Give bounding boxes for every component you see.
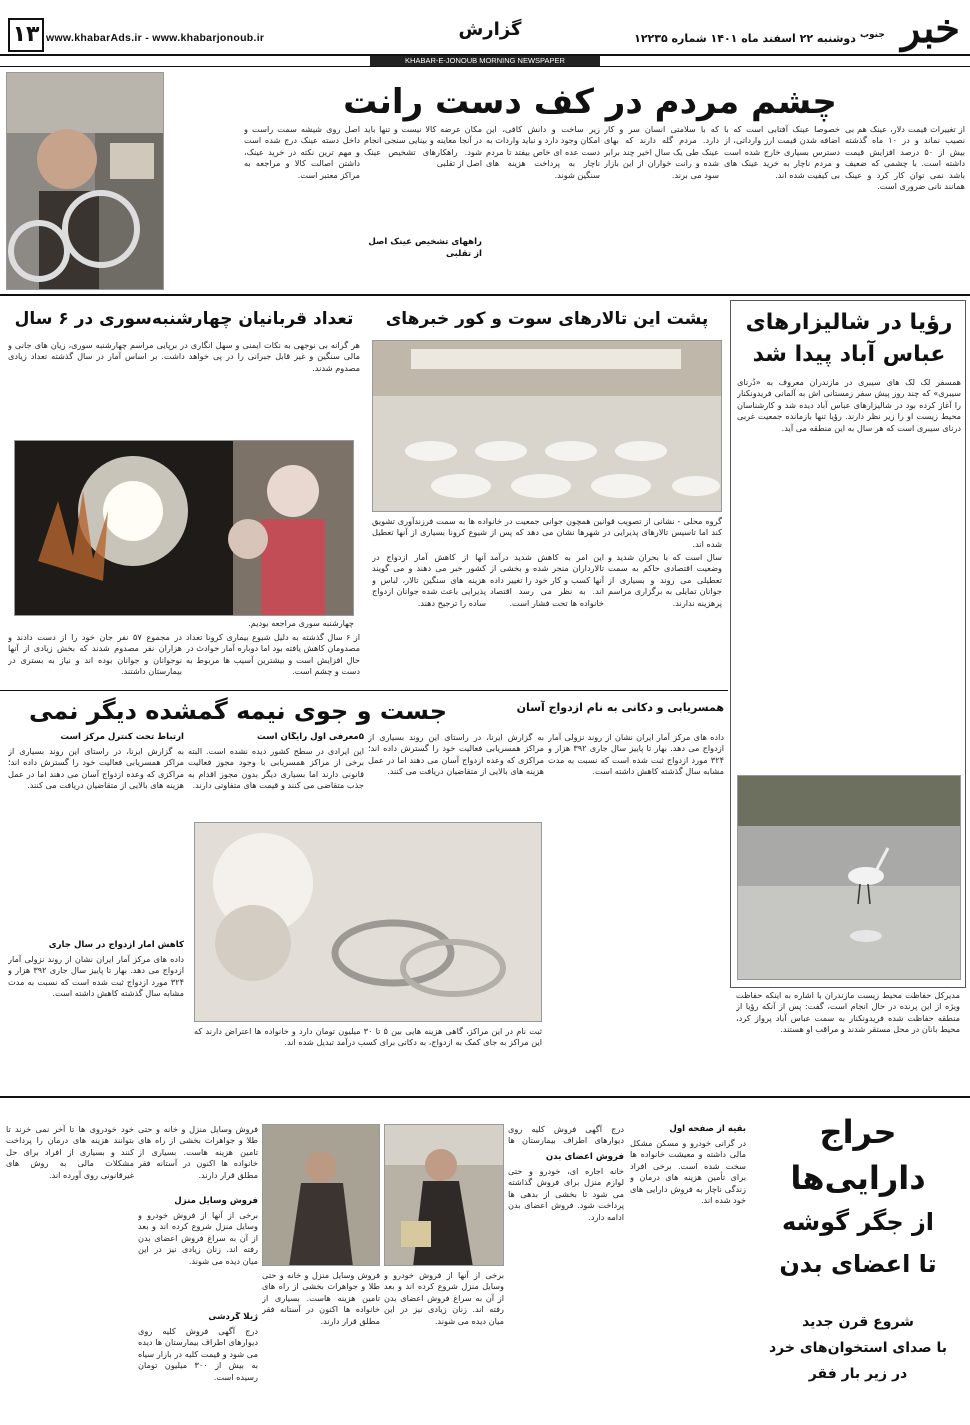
websites[interactable]: www.khabarAds.ir - www.khabarjonoub.ir [46,32,265,44]
lead-col-4: زیر ساخت و دانش کافی، این امکان وجود دارد و نباید واردات به دست عده ای خاص بیفتد تا مردم ناچار به پرداخت هزینه های سنگین شوند. [486,124,600,180]
auction-col-5b: برخی از آنها از فروش خودرو و وسایل منزل شروع کرده اند و بعد از آن به سراغ فروش اعضای بدن رفته اند. زنان زیادی نیز در این میان دیده می شوند. [138,1210,258,1266]
section-label: گزارش [458,19,522,40]
birds-top-text: همسفر لک لک های سیبری در مازندران معروف به «دُرنای سیبری» که چند روز پیش سفر زمستانی اش به آلمانی فریدونکنار را آغاز کرده بود در شالیزارهای عباس آباد دیده شد و کارشناسان محیط زیست او را زیر نظر دارند. رؤیا تنها بازمانده جمعیت غربی درنای سیبری است که هر سال به این منطقه می آید. [737,377,961,433]
marriage-banner-main: جست و جوی نیمه گمشده دیگر نمی [28,697,448,725]
date-issue: دوشنبه ۲۲ اسفند ماه ۱۴۰۱ شماره ۱۲۲۳۵ [634,32,856,45]
marriage-col-4: ثبت نام در این مراکز، گاهی هزینه هایی بین ۵ تا ۳۰ میلیون تومان دارد و خانواده ها اعتراض دارند که این مراکز به جای کمک به ازدواج، به دکانی برای کسب درآمد تبدیل شده اند. [194,1026,542,1048]
divider-2 [0,690,728,691]
auction-subhead-1: فروش اعضای بدن [545,1152,624,1162]
chaharshanbe-col-2: در مجموع ۵۷ نفر جان خود را از دست دادند و هزاران نفر مصدوم شدند که بخش زیادی از آنها نوجوانان و جوانان بوده اند و نیاز به بستری در بیمارستان داشتند. [8,632,182,677]
wedding-caption: گروه محلی - نشانی از تصویب قوانین همچون جوانی جمعیت در خانواده ها به سمت فرزندآوری تشویق کند اما تاسیس تالارهای پذیرایی در شهرها نشان می دهد که پس از شیوع کرونا بسیاری از آنها تعطیل شده اند. [372,516,722,549]
marriage-col-5: به گزارش ایرنا، در راستای این روند بسیاری از مراکز همسریابی فعالیت خود را گسترش داده اند؛ مراکزی که وعده ازدواج آسان می دهند اما در عمل هزینه های بالایی از متقاضیان دریافت می کنند. [8,746,184,791]
auction-sub-2: با صدای استخوان‌های خرد [768,1340,948,1356]
auction-subhead-3: ژیلا گردشی [208,1312,258,1322]
birds-headline-2: عباس آباد پیدا شد [752,342,946,367]
wedding-headline: پشت این تالارهای سوت و کور خبرهای [385,309,709,329]
auction-col-2b: خانه اجاره ای، خودرو و حتی لوازم منزل برای فروش گذاشته می شود تا بخشی از بدهی ها پرداخت شود. فروش اعضای بدن ادامه دارد. [508,1166,624,1222]
lead-subhead: راههای تشخیص عینک اصل از تقلبی [368,237,482,259]
chaharshanbe-intro: هر گرانه بی نوجهی به نکات ایمنی و سهل انگاری در برپایی مراسم چهارشنبه سوری، زیان های جانی و مالی سنگین و غیر قابل جبرانی را در پی خواهد داشت. بر اساس آمار در سال گذشته تعداد زیادی مصدوم شدند. [8,340,360,373]
page-number: ۱۳ [8,18,44,52]
auction-col-1: در گرانی خودرو و مسکن مشکل مالی داشته و معیشت خانواده ها سخت شده است. برخی افراد برای تأمین هزینه های درمان و زندگی ناچار به فروش دارایی های خود شده اند. [630,1138,746,1206]
auction-col-3: برخی از آنها از فروش خودرو و وسایل منزل شروع کرده اند و بعد از آن به سراغ فروش اعضای بدن رفته اند. زنان زیادی نیز در این میان دیده می شوند. [384,1270,504,1326]
lead-col-3: که با سلامتی انسان سر و کار دارد. مردم گله دارند که بهای عینک طی یک سال اخیر چند برابر شده و رانت خواران از این بازار سود می برند. [604,124,719,180]
auction-col-4: فروش وسایل منزل و خانه و حتی طلا و جواهرات بخشی از راه های تامین هزینه هاست. بسیاری از خانواده ها اکنون در آستانه فقر مطلق قرار دارند. [262,1270,380,1326]
logo-small: جنوب [860,30,885,40]
fireworks-photo [14,440,354,616]
auction-col-5: فروش وسایل منزل و خانه و حتی طلا و جواهرات بخشی از راه های تامین هزینه هاست. بسیاری از خانواده ها اکنون در آستانه فقر مطلق قرار دارند. [138,1124,258,1180]
marriage-story [4,692,728,1090]
wedding-col-2: این امر به کاهش شدید درآمد تالارداران منجر شده و بخشی از آنها کسب و کار خود را تغییر داده اند. به نظر می رسد اقتصاد خانواده ها تحت فشار است. [490,552,604,608]
lead-headline: چشم مردم در کف دست رانت [343,82,837,122]
lead-col-1: از تغییرات قیمت دلار، عینک هم بی نصیب نماند و در ۱۰ ماه گذشته بیش از ۵۰ درصد افزایش قیمت داشته است. با چشمی که ضعیف باشد نمی توان کار کرد و عینک همانند نانی ضروری است. [845,124,965,192]
auction-headline-2: دارایی‌ها [790,1159,926,1197]
auction-sub-1: شروع قرن جدید [802,1314,914,1330]
birds-story [730,300,966,988]
chaharshanbe-col-1: از ۶ سال گذشته به دلیل شیوع بیماری کرونا تعداد مصدومان کاهش یافته بود اما دوباره آمار حوادث در حال افزایش است و بیشترین آسیب ها مربوط به دست و چشم است. [186,632,360,677]
marriage-subhead-3: کاهش آمار ازدواج در سال جاری [48,940,184,950]
chaharshanbe-caption: چهارشنبه سوری مراجعه بودیم. [248,618,354,628]
chaharshanbe-story [4,300,364,688]
marriage-col-2: به گزارش ایرنا، در راستای این روند بسیاری از مراکز همسریابی فعالیت خود را گسترش داده اند؛ مراکزی که وعده ازدواج آسان می دهند اما در عمل هزینه های بالایی از متقاضیان دریافت می کنند. [368,732,544,777]
birds-bottom-text: مدیرکل حفاظت محیط زیست مازندران با اشاره به اینکه حفاظت ویژه از این پرنده در حال انجام است، گفت: پس از آنکه رؤیا از منطقه حفاظت شده فریدونکنار به سمت عباس آباد پرواز کرد، محیط بانان در محل مستقر شدند و مراقب او هستند. [736,990,960,1035]
chaharshanbe-headline: تعداد قربانیان چهارشنبه‌سوری در ۶ سال [14,309,354,329]
wedding-col-3: آنها از کاهش آمار ازدواج در کشور خبر می دهند و می گویند هزینه های سنگین تالار، لباس و پذیرایی باعث شده جوانان ازدواج ساده را ترجیح دهند. [372,552,486,608]
wedding-col-1: سال است که با بحران شدید و وضعیت اقتصادی حاکم به سمت تعطیلی می روند و بسیاری از جوانان تمایلی به برگزاری مراسم پرهزینه ندارند. [608,552,722,608]
auction-headline-4: تا اعضای بدن [779,1250,937,1278]
wedding-hall-photo [372,340,722,512]
crane-photo [737,775,961,980]
lead-col-6: اصل روی شیشه سمت راست و داخل دسته عینک درج شده است و مهم ترین نکته در خرید عینک، داشتن اصالت کالا و مراجعه به مراکز معتبر است. [244,124,360,180]
lead-story [0,68,970,294]
lead-col-5: مکان عرضه کالا نیست و تنها باید در آنجا معاینه و بینایی سنجی انجام شود. راهکارهای تشخیص عینک اصل از تقلبی [364,124,482,169]
divider-1 [0,294,970,296]
auction-col-6: خود خودروی ها تا آخر نمی خرند تا بتوانند هزینه های درمان را پرداخت کنند و بسیاری از افراد برای حل مشکلات مالی به روش های غیرقانونی روی آورده اند. [6,1124,134,1180]
logo-text: خبر [901,5,960,52]
auction-headline-box [752,1110,964,1410]
marriage-col-6: داده های مرکز آمار ایران نشان از روند نزولی آمار ازدواج می دهد. بهار تا پاییز سال جاری ۳۹۲ هزار و ۳۲۴ مورد ازدواج ثبت شده است که نسبت به مدت مشابه سال گذشته کاهش داشته است. [8,954,184,999]
woman-photo [384,1124,504,1266]
auction-headline-1: حراج [819,1113,897,1151]
auction-story [0,1100,970,1425]
divider-3 [0,1096,970,1098]
woman-photo-2 [262,1124,380,1266]
masthead-ribbon: KHABAR-E-JONOUB MORNING NEWSPAPER [370,56,600,66]
birds-headline-1: رؤیا در شالیزارهای [745,310,953,335]
auction-col-2: درج آگهی فروش کلیه روی دیوارهای اطراف بیمارستان ها [508,1124,624,1146]
glasses-shop-photo [6,72,164,290]
auction-cont-label: بقیه از صفحه اول [669,1124,746,1134]
marriage-subhead-1: ۵معرفی اول رایگان است [257,732,364,742]
wedding-halls-story [368,300,726,688]
lead-col-2: خصوصا عینک آفتابی است که با اضافه شدن قیمت ارز وارداتی، از دسترس بسیاری خارج شده است و مردم ناچار به خرید عینک های بی کیفیت شده اند. [724,124,840,180]
auction-headline-3: از جگر گوشه [781,1208,935,1236]
marriage-banner-prefix: همسریابی و دکانی به نام ازدواج آسان [516,701,724,714]
auction-col-5c: درج آگهی فروش کلیه روی دیوارهای اطراف بیمارستان ها دیده می شود و قیمت کلیه در بازار سیاه به بیش از ۳۰۰ میلیون تومان رسیده است. [138,1326,258,1382]
auction-sub-3: در زیر بار فقر [808,1366,908,1382]
auction-subhead-2: فروش وسایل منزل [174,1196,258,1206]
wedding-rings-photo [194,822,542,1022]
marriage-subhead-2: ارتباط تحت کنترل مرکز است [60,732,184,742]
newspaper-logo [858,4,966,56]
marriage-col-1: داده های مرکز آمار ایران نشان از روند نزولی آمار ازدواج می دهد. بهار تا پاییز سال جاری ۳۹۲ هزار و ۳۲۴ مورد ازدواج ثبت شده است که نسبت به مدت مشابه سال گذشته کاهش داشته است. [548,732,724,777]
masthead [0,0,970,68]
masthead-rule-bottom [0,66,970,67]
marriage-col-3: این ایرادی در سطح کشور دیده نشده است. البته برخی از مراکز همسریابی با وجود مجوز فعالیت قانونی دارند اما بسیاری دیگر بدون مجوز اقدام به جذب متقاضی می کنند و قیمت های متفاوتی دارند. [188,746,364,791]
